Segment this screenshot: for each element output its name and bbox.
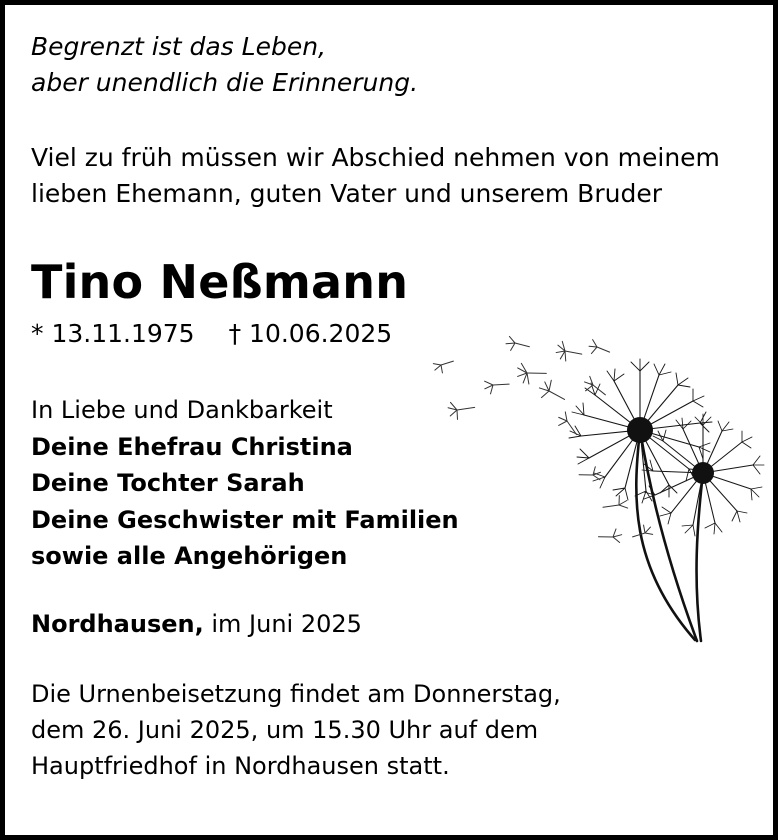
mourner-line-3: Deine Geschwister mit Familien [31,505,459,534]
intro-line-2: lieben Ehemann, guten Vater und unserem Bruder [31,179,662,209]
mourner-line-1: Deine Ehefrau Christina [31,432,353,461]
epitaph-line-2: aber unendlich die Erinnerung. [31,67,419,97]
service-line-3: Hauptfriedhof in Nordhausen statt. [31,752,450,781]
service-line-1: Die Urnenbeisetzung findet am Donnerstag, [31,680,561,709]
tribute-lead: In Liebe und Dankbarkeit [31,396,333,425]
notice-content [5,5,773,835]
life-dates [31,319,747,348]
deceased-name: Tino Neßmann [31,254,409,309]
service-details [31,676,747,784]
city-name: Nordhausen, [31,610,204,639]
mourner-line-4: sowie alle Angehörigen [31,541,348,570]
intro-text [31,140,747,213]
tribute-block [31,392,747,574]
service-line-2: dem 26. Juni 2025, um 15.30 Uhr auf dem [31,716,539,745]
place-and-date [31,610,747,638]
epitaph [31,29,747,100]
mourner-line-2: Deine Tochter Sarah [31,469,305,498]
intro-line-1: Viel zu früh müssen wir Abschied nehmen von meinem [31,143,720,172]
epitaph-line-1: Begrenzt ist das Leben, [31,32,327,61]
notice-month: im Juni 2025 [203,610,362,639]
birth-date: * 13.11.1975 [31,319,195,349]
death-date: † 10.06.2025 [228,319,393,349]
